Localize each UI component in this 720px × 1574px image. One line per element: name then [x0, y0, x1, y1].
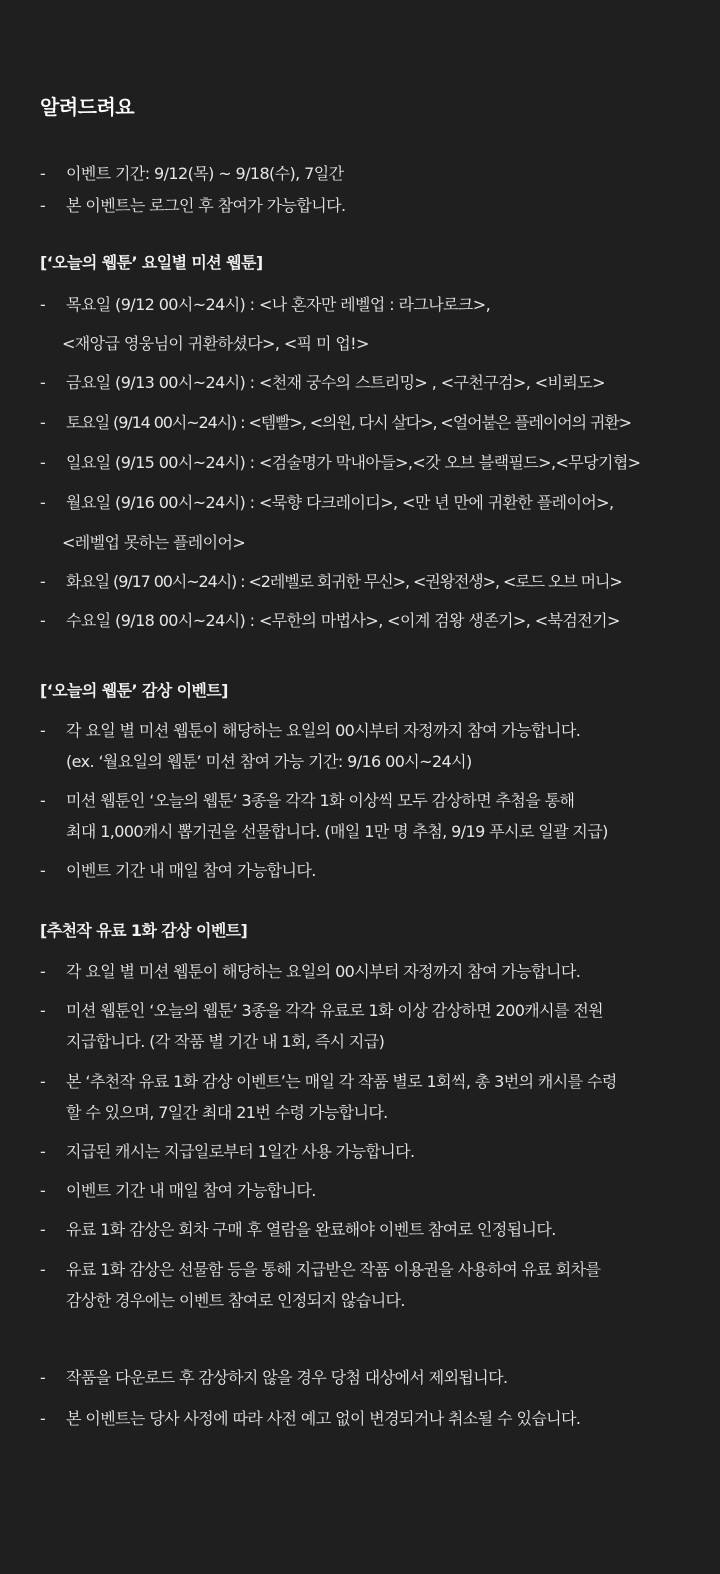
- paid-item-text: 지급된 캐시는 지급일로부터 1일간 사용 가능합니다.: [66, 1142, 415, 1161]
- viewing-item-text: (ex. ‘월요일의 웹툰’ 미션 참여 가능 기간: 9/16 00시~24시): [66, 752, 472, 771]
- bullet-dash: -: [40, 1368, 46, 1387]
- mission-item-text: <재앙급 영웅님이 귀환하셨다>, <픽 미 업!>: [62, 334, 369, 353]
- paid-item-text: 미션 웹툰인 ‘오늘의 웹툰’ 3종을 각각 유료로 1화 이상 감상하면 200캐시를 전원: [66, 1001, 604, 1020]
- mission-item-text: 토요일 (9/14 00시~24시) : <템빨>, <의원, 다시 살다>, <얼어붙은 플레이어의 귀환>: [66, 413, 631, 432]
- paid-item-text: 유료 1화 감상은 회차 구매 후 열람을 완료해야 이벤트 참여로 인정됩니다.: [66, 1220, 556, 1239]
- bullet-dash: -: [40, 1181, 46, 1200]
- bullet-dash: -: [40, 1260, 46, 1279]
- mission-item-text: 월요일 (9/16 00시~24시) : <묵향 다크레이디>, <만 년 만에 귀환한 플레이어>,: [66, 493, 614, 512]
- paid-item-text: 지급합니다. (각 작품 별 기간 내 1회, 즉시 지급): [66, 1032, 385, 1051]
- mission-item-text: <레벨업 못하는 플레이어>: [62, 533, 246, 552]
- footer-item-text: 작품을 다운로드 후 감상하지 않을 경우 당첨 대상에서 제외됩니다.: [66, 1368, 508, 1387]
- intro-item-text: 본 이벤트는 로그인 후 참여가 가능합니다.: [66, 196, 346, 215]
- viewing-item-text: 각 요일 별 미션 웹툰이 해당하는 요일의 00시부터 자정까지 참여 가능합니다.: [66, 721, 581, 740]
- viewing-item-text: 미션 웹툰인 ‘오늘의 웹툰’ 3종을 각각 1화 이상씩 모두 감상하면 추첨을 통해: [66, 791, 575, 810]
- bullet-dash: -: [40, 572, 46, 591]
- mission-heading: [‘오늘의 웹툰’ 요일별 미션 웹툰]: [40, 253, 263, 272]
- footer-item-text: 본 이벤트는 당사 사정에 따라 사전 예고 없이 변경되거나 취소될 수 있습니다.: [66, 1409, 581, 1428]
- bullet-dash: -: [40, 791, 46, 810]
- paid-item-text: 본 ‘추천작 유료 1화 감상 이벤트’는 매일 각 작품 별로 1회씩, 총 3번의 캐시를 수령: [66, 1072, 617, 1091]
- mission-item-text: 금요일 (9/13 00시~24시) : <천재 궁수의 스트리밍> , <구천구검>, <비뢰도>: [66, 373, 605, 392]
- paid-item-text: 할 수 있으며, 7일간 최대 21번 수령 가능합니다.: [66, 1103, 388, 1122]
- paid-item-text: 이벤트 기간 내 매일 참여 가능합니다.: [66, 1181, 316, 1200]
- bullet-dash: -: [40, 962, 46, 981]
- paid-item-text: 유료 1화 감상은 선물함 등을 통해 지급받은 작품 이용권을 사용하여 유료 회차를: [66, 1260, 601, 1279]
- paid-item-text: 각 요일 별 미션 웹툰이 해당하는 요일의 00시부터 자정까지 참여 가능합니다.: [66, 962, 581, 981]
- bullet-dash: -: [40, 721, 46, 740]
- bullet-dash: -: [40, 1409, 46, 1428]
- notice-title: 알려드려요: [40, 95, 135, 119]
- paid-heading: [추천작 유료 1화 감상 이벤트]: [40, 921, 248, 940]
- bullet-dash: -: [40, 196, 46, 215]
- bullet-dash: -: [40, 493, 46, 512]
- mission-item-text: 일요일 (9/15 00시~24시) : <검술명가 막내아들>,<갓 오브 블랙필드>,<무당기협>: [66, 453, 641, 472]
- mission-item-text: 수요일 (9/18 00시~24시) : <무한의 마법사>, <이계 검왕 생존기>, <북검전기>: [66, 611, 620, 630]
- bullet-dash: -: [40, 1220, 46, 1239]
- intro-item-text: 이벤트 기간: 9/12(목) ~ 9/18(수), 7일간: [66, 164, 344, 183]
- bullet-dash: -: [40, 413, 46, 432]
- bullet-dash: -: [40, 1072, 46, 1091]
- bullet-dash: -: [40, 373, 46, 392]
- mission-item-text: 화요일 (9/17 00시~24시) : <2레벨로 회귀한 무신>, <권왕전생>, <로드 오브 머니>: [66, 572, 622, 591]
- bullet-dash: -: [40, 1142, 46, 1161]
- bullet-dash: -: [40, 861, 46, 880]
- paid-item-text: 감상한 경우에는 이벤트 참여로 인정되지 않습니다.: [66, 1291, 405, 1310]
- mission-item-text: 목요일 (9/12 00시~24시) : <나 혼자만 레벨업 : 라그나로크>,: [66, 295, 491, 314]
- bullet-dash: -: [40, 453, 46, 472]
- viewing-heading: [‘오늘의 웹툰’ 감상 이벤트]: [40, 681, 228, 700]
- bullet-dash: -: [40, 295, 46, 314]
- bullet-dash: -: [40, 1001, 46, 1020]
- bullet-dash: -: [40, 164, 46, 183]
- viewing-item-text: 최대 1,000캐시 뽑기권을 선물합니다. (매일 1만 명 추첨, 9/19 푸시로 일괄 지급): [66, 822, 608, 841]
- bullet-dash: -: [40, 611, 46, 630]
- viewing-item-text: 이벤트 기간 내 매일 참여 가능합니다.: [66, 861, 316, 880]
